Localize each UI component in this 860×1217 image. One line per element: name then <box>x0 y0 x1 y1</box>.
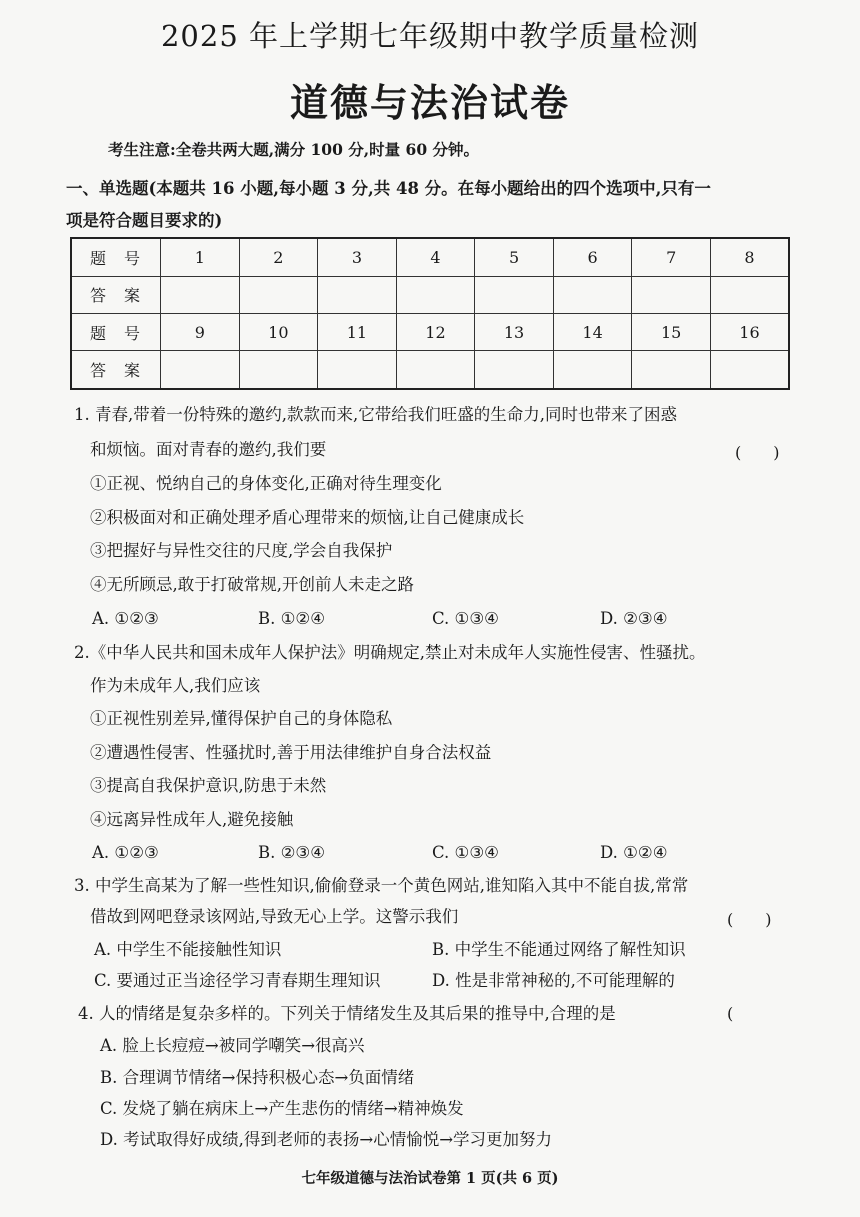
q4-option-b[interactable]: B. 合理调节情绪→保持积极心态→负面情绪 <box>100 1068 415 1087</box>
q1-item-2: ②积极面对和正确处理矛盾心理带来的烦恼,让自己健康成长 <box>90 508 525 527</box>
q3-option-d[interactable]: D. 性是非常神秘的,不可能理解的 <box>432 971 675 990</box>
answer-cell[interactable] <box>710 351 789 389</box>
question-number-cell: 14 <box>553 313 632 350</box>
q4-option-d[interactable]: D. 考试取得好成绩,得到老师的表扬→心情愉悦→学习更加努力 <box>100 1130 553 1149</box>
q3-option-a[interactable]: A. 中学生不能接触性知识 <box>94 940 282 959</box>
answer-cell[interactable] <box>239 276 318 313</box>
q2-stem-line1: 2.《中华人民共和国未成年人保护法》明确规定,禁止对未成年人实施性侵害、性骚扰。 <box>74 643 706 662</box>
question-number-cell: 15 <box>632 313 711 350</box>
answer-cell[interactable] <box>710 276 789 313</box>
table-row <box>71 313 789 350</box>
q2-item-2: ②遭遇性侵害、性骚扰时,善于用法律维护自身合法权益 <box>90 743 492 762</box>
question-number-cell: 10 <box>239 313 318 350</box>
q2-option-b[interactable]: B. ②③④ <box>258 843 325 862</box>
answer-cell[interactable] <box>632 351 711 389</box>
q2-option-d[interactable]: D. ①②④ <box>600 843 668 862</box>
table-row <box>71 276 789 313</box>
exam-header-title: 2025 年上学期七年级期中教学质量检测 <box>160 19 700 53</box>
exam-main-title: 道德与法治试卷 <box>289 80 570 125</box>
q1-item-1: ①正视、悦纳自己的身体变化,正确对待生理变化 <box>90 474 442 493</box>
q1-stem-line1: 1. 青春,带着一份特殊的邀约,款款而来,它带给我们旺盛的生命力,同时也带来了困惑 <box>74 405 677 424</box>
q2-stem-line2: 作为未成年人,我们应该 <box>90 676 261 695</box>
answer-cell[interactable] <box>161 276 240 313</box>
q4-answer-paren: ( <box>727 1004 734 1023</box>
q3-option-c[interactable]: C. 要通过正当途径学习青春期生理知识 <box>94 971 381 990</box>
q4-option-a[interactable]: A. 脸上长痘痘→被同学嘲笑→很高兴 <box>100 1036 365 1055</box>
q1-item-3: ③把握好与异性交往的尺度,学会自我保护 <box>90 541 393 560</box>
question-number-cell: 4 <box>396 238 475 276</box>
answer-table <box>70 237 790 390</box>
answer-cell[interactable] <box>632 276 711 313</box>
answer-cell[interactable] <box>475 276 554 313</box>
question-number-cell: 6 <box>553 238 632 276</box>
answer-cell[interactable] <box>396 276 475 313</box>
answer-cell[interactable] <box>318 351 397 389</box>
q1-item-4: ④无所顾忌,敢于打破常规,开创前人未走之路 <box>90 575 414 594</box>
question-number-cell: 7 <box>632 238 711 276</box>
answer-cell[interactable] <box>553 276 632 313</box>
answer-label: 答案 <box>71 351 161 389</box>
q1-answer-paren: ( ) <box>735 443 780 462</box>
q4-option-c[interactable]: C. 发烧了躺在病床上→产生悲伤的情绪→精神焕发 <box>100 1099 464 1118</box>
question-number-cell: 5 <box>475 238 554 276</box>
q1-option-c[interactable]: C. ①③④ <box>432 609 499 628</box>
question-number-cell: 8 <box>710 238 789 276</box>
page-footer: 七年级道德与法治试卷第 1 页(共 6 页) <box>301 1170 559 1187</box>
answer-cell[interactable] <box>553 351 632 389</box>
question-number-cell: 9 <box>161 313 240 350</box>
question-number-label: 题号 <box>71 313 161 350</box>
question-number-cell: 12 <box>396 313 475 350</box>
question-number-cell: 13 <box>475 313 554 350</box>
q4-stem: 4. 人的情绪是复杂多样的。下列关于情绪发生及其后果的推导中,合理的是 <box>78 1004 616 1023</box>
table-row <box>71 238 789 276</box>
q2-item-1: ①正视性别差异,懂得保护自己的身体隐私 <box>90 709 393 728</box>
q3-answer-paren: ( ) <box>727 910 772 929</box>
table-row <box>71 351 789 389</box>
q1-option-d[interactable]: D. ②③④ <box>600 609 668 628</box>
q1-stem-line2: 和烦恼。面对青春的邀约,我们要 <box>90 440 327 459</box>
q3-option-b[interactable]: B. 中学生不能通过网络了解性知识 <box>432 940 686 959</box>
question-number-cell: 2 <box>239 238 318 276</box>
question-number-label: 题号 <box>71 238 161 276</box>
section-heading-line2: 项是符合题目要求的) <box>66 211 223 230</box>
q1-option-a[interactable]: A. ①②③ <box>92 609 159 628</box>
answer-cell[interactable] <box>318 276 397 313</box>
answer-cell[interactable] <box>239 351 318 389</box>
question-number-cell: 11 <box>318 313 397 350</box>
q3-stem-line1: 3. 中学生高某为了解一些性知识,偷偷登录一个黄色网站,谁知陷入其中不能自拔,常常 <box>74 876 689 895</box>
question-number-cell: 16 <box>710 313 789 350</box>
section-heading-line1: 一、单选题(本题共 16 小题,每小题 3 分,共 48 分。在每小题给出的四个选项中,只有一 <box>66 179 711 198</box>
q2-item-3: ③提高自我保护意识,防患于未然 <box>90 776 327 795</box>
q2-option-c[interactable]: C. ①③④ <box>432 843 499 862</box>
q3-stem-line2: 借故到网吧登录该网站,导致无心上学。这警示我们 <box>90 907 459 926</box>
answer-label: 答案 <box>71 276 161 313</box>
question-number-cell: 3 <box>318 238 397 276</box>
q2-item-4: ④远离异性成年人,避免接触 <box>90 810 294 829</box>
question-number-cell: 1 <box>161 238 240 276</box>
q1-option-b[interactable]: B. ①②④ <box>258 609 325 628</box>
candidate-notice: 考生注意:全卷共两大题,满分 100 分,时量 60 分钟。 <box>108 140 480 159</box>
q2-option-a[interactable]: A. ①②③ <box>92 843 159 862</box>
answer-cell[interactable] <box>396 351 475 389</box>
answer-cell[interactable] <box>161 351 240 389</box>
answer-cell[interactable] <box>475 351 554 389</box>
